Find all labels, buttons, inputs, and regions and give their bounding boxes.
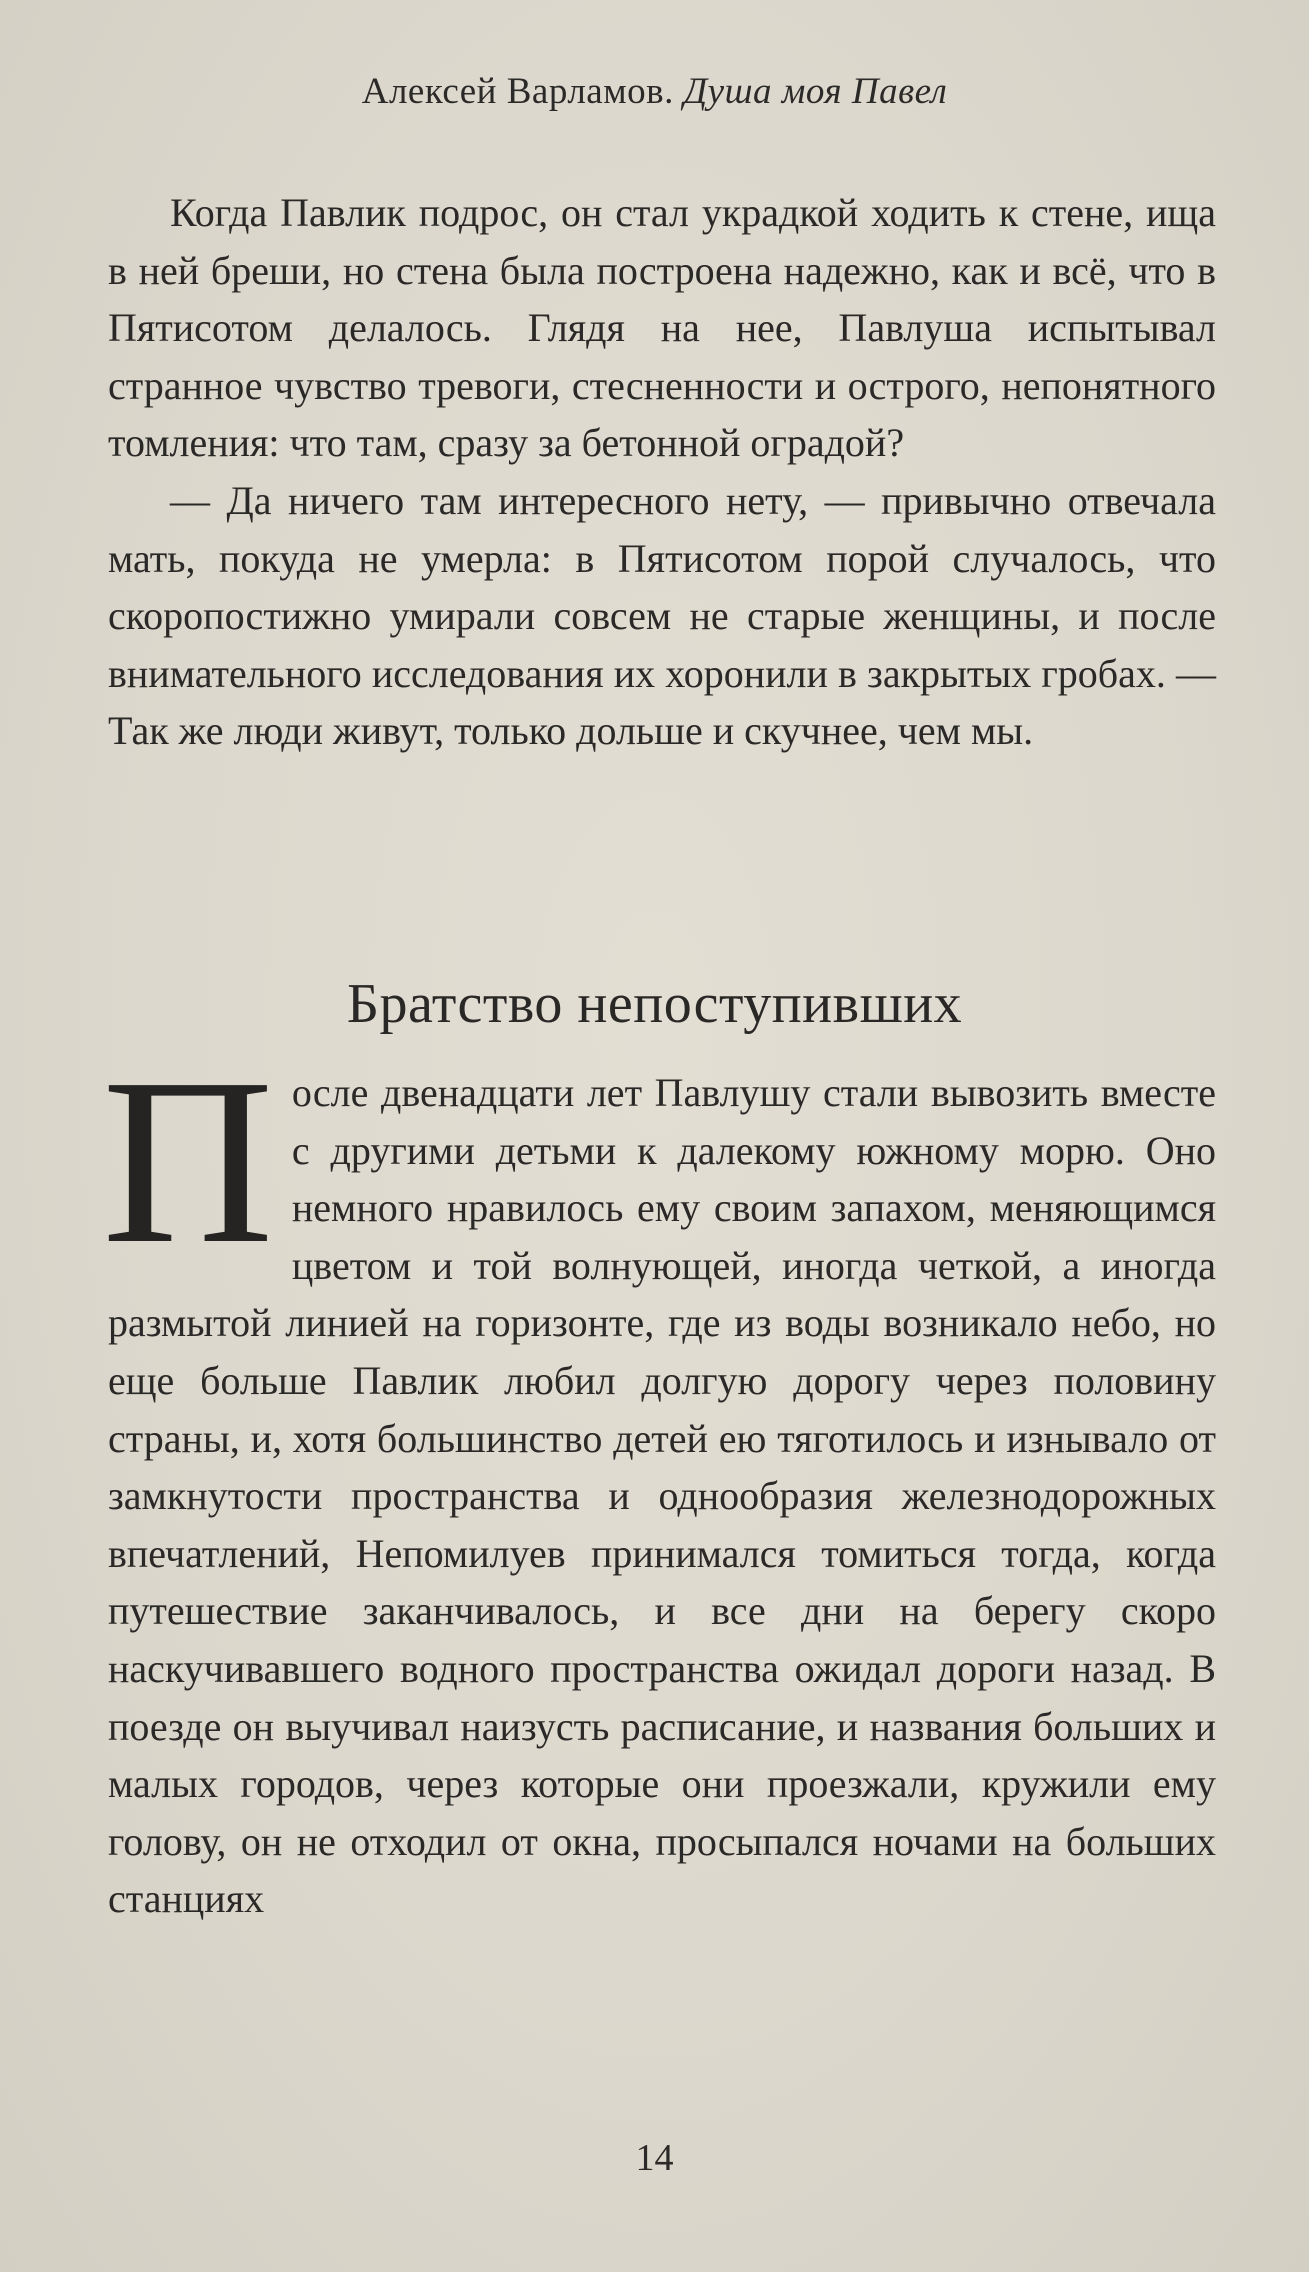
page-number: 14 <box>635 2137 674 2179</box>
body-text-top <box>108 184 1216 760</box>
running-head <box>0 70 1309 113</box>
chapter-paragraph <box>102 1030 1216 1928</box>
chapter-title: Братство непоступивших <box>346 973 963 1035</box>
paragraph-1: Когда Павлик подрос, он стал украдкой ходить к стене, ища в ней бреши, но стена была построена надежно, как и всё, что в Пятисотом делалось. Глядя на нее, Павлуша испытывал странное чувство тревоги, стесненности и острого, непонятного томления: что там, сразу за бетонной оградой? <box>108 190 1216 466</box>
running-head-author: Алексей Варламов. <box>361 71 674 112</box>
running-head-title: Душа моя Павел <box>683 71 948 112</box>
paragraph-2: — Да ничего там интересного нету, — привычно отвечала мать, покуда не умерла: в Пятисотом порой случалось, что скоропостижно умирали совсем не старые женщины, и после внимательного исследования их хоронили в закрытых гробах. — Так же люди живут, только дольше и скучнее, чем мы. <box>108 477 1216 754</box>
chapter-paragraph-text: осле двенадцати лет Павлушу стали вывозить вместе с другими детьми к далекому южному морю. Оно немного нравилось ему своим запахом, меняющимся цветом и той волнующей, иногда четкой, а иногда размытой линией на горизонте, где из воды возникало небо, но еще больше Павлик любил долгую дорогу через половину страны, и, хотя большинство детей ею тяготилось и изнывало от замкнутости пространства и однообразия железнодорожных впечатлений, Непомилуев принимался томиться тогда, когда путешествие заканчивалось, и все дни на берегу скоро наскучивавшего водного пространства ожидал дороги назад. В поезде он выучивал наизусть расписание, и названия больших и малых городов, через которые они проезжали, кружили ему голову, он не отходил от окна, просыпался ночами на больших станциях <box>108 1070 1216 1922</box>
drop-cap: П <box>102 1030 274 1293</box>
body-text-chapter <box>102 1030 1216 1928</box>
